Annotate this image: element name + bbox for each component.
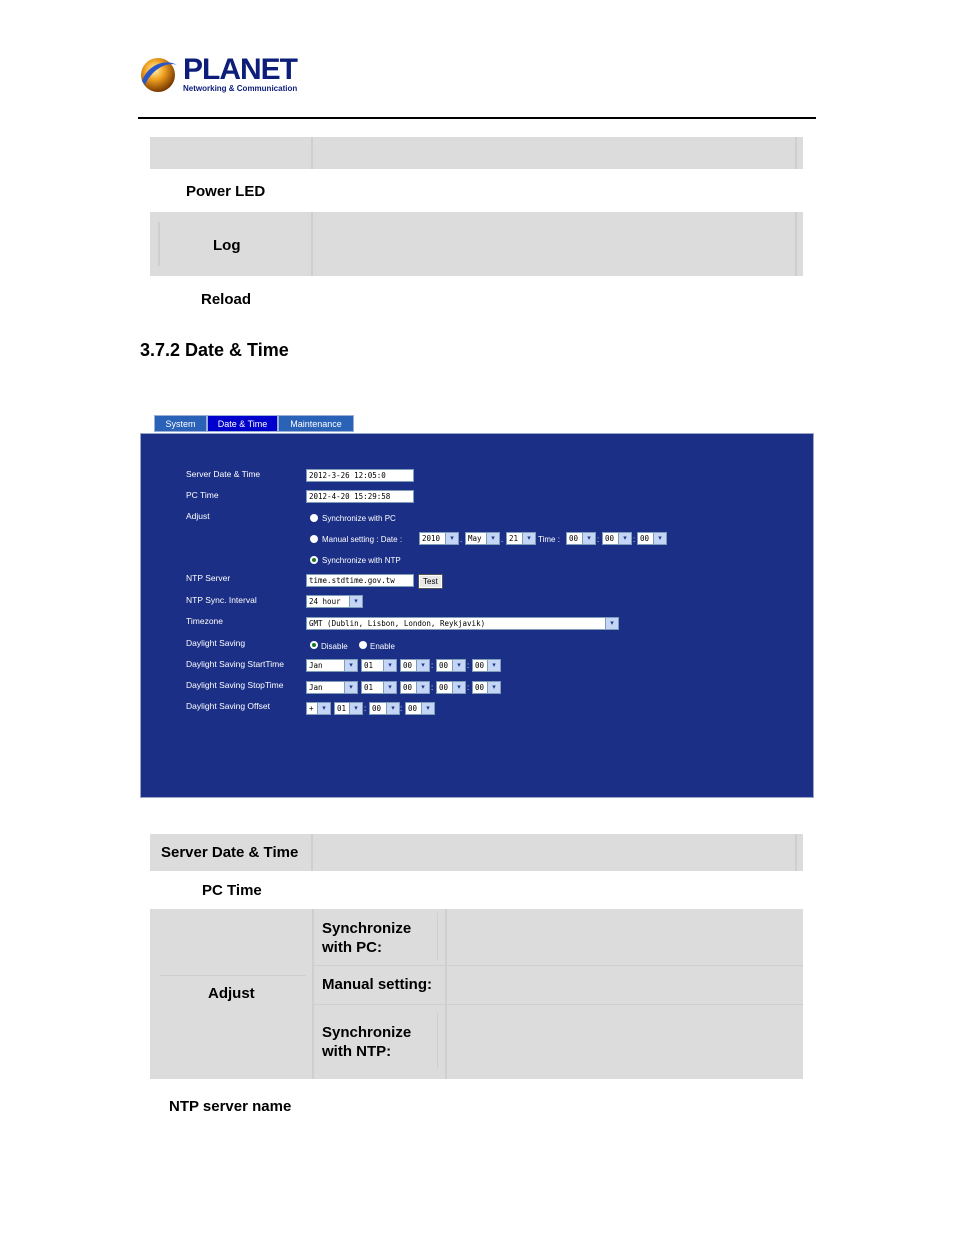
second-select[interactable] xyxy=(637,532,667,545)
sync-pc-radio[interactable] xyxy=(310,514,318,522)
chevron-down-icon: ▾ xyxy=(486,533,499,544)
time-separator: : xyxy=(633,535,636,544)
cell-divider xyxy=(795,212,797,276)
cell-divider xyxy=(437,913,438,961)
ds-stop-second-select[interactable] xyxy=(472,681,501,694)
cell-divider xyxy=(158,222,160,266)
manual-setting-radio[interactable] xyxy=(310,535,318,543)
power-led-label: Power LED xyxy=(186,183,266,200)
ntp-server-input[interactable]: time.stdtime.gov.tw xyxy=(306,574,414,587)
cell-divider xyxy=(795,137,797,169)
log-label: Log xyxy=(213,237,241,254)
section-heading: 3.7.2 Date & Time xyxy=(140,340,289,360)
ds-offset-minute-select[interactable] xyxy=(369,702,403,715)
chevron-down-icon: ▾ xyxy=(487,660,500,671)
pc-time-term: PC Time xyxy=(202,882,262,899)
ds-stop-month-value: Jan xyxy=(309,683,323,692)
manual-setting-text: Manual setting : Date : xyxy=(322,535,403,544)
chevron-down-icon: ▾ xyxy=(416,660,429,671)
ds-start-day-select[interactable] xyxy=(361,659,397,672)
cell-divider xyxy=(445,909,447,1079)
ds-stop-minute-select[interactable] xyxy=(436,681,466,694)
ds-offset-second-value: 00 xyxy=(408,704,418,713)
ntp-server-name-term: NTP server name xyxy=(169,1098,292,1115)
ntp-interval-label: NTP Sync. Interval xyxy=(186,595,257,605)
server-date-time-term: Server Date & Time xyxy=(161,844,299,861)
test-button[interactable]: Test xyxy=(419,575,442,588)
timezone-label: Timezone xyxy=(186,616,224,626)
ds-start-day-value: 01 xyxy=(364,661,374,670)
ds-stop-second-value: 00 xyxy=(475,683,485,692)
timezone-value: GMT (Dublin, Lisbon, London, Reykjavik) xyxy=(309,619,486,628)
cell-divider xyxy=(311,212,313,276)
sync-ntp-radio[interactable] xyxy=(310,556,318,564)
minute-value: 00 xyxy=(605,534,615,543)
ds-stop-label: Daylight Saving StopTime xyxy=(186,680,284,690)
daylight-enable-radio[interactable] xyxy=(359,641,367,649)
cell-divider xyxy=(312,909,314,1079)
year-value: 2010 xyxy=(422,534,441,543)
sync-ntp-text: Synchronize with NTP xyxy=(322,556,401,565)
cell-divider xyxy=(311,137,313,169)
ds-stop-month-select[interactable] xyxy=(306,681,358,694)
time-label: Time : xyxy=(538,535,560,544)
reload-label: Reload xyxy=(201,291,252,308)
chevron-down-icon: ▾ xyxy=(349,703,362,714)
ds-start-minute-value: 00 xyxy=(439,661,449,670)
brand-tagline: Networking & Communication xyxy=(183,84,298,93)
chevron-down-icon: ▾ xyxy=(653,533,666,544)
chevron-down-icon: ▾ xyxy=(383,682,396,693)
chevron-down-icon: ▾ xyxy=(344,682,357,693)
date-separator: . xyxy=(460,535,463,544)
chevron-down-icon: ▾ xyxy=(344,660,357,671)
ds-stop-day-value: 01 xyxy=(364,683,374,692)
ds-offset-sign-select[interactable] xyxy=(306,702,331,715)
sync-pc-term: Synchronize with PC: xyxy=(322,920,412,956)
adjust-label: Adjust xyxy=(186,511,210,521)
brand-name: PLANET xyxy=(183,53,297,86)
pc-time-label: PC Time xyxy=(186,490,219,500)
time-separator: : xyxy=(400,704,403,713)
time-separator: : xyxy=(467,661,470,670)
ds-offset-second-select[interactable] xyxy=(405,702,435,715)
ds-start-second-value: 00 xyxy=(475,661,485,670)
month-value: May xyxy=(468,534,482,543)
ds-offset-minute-value: 00 xyxy=(372,704,382,713)
daylight-disable-text: Disable xyxy=(321,642,348,651)
timezone-select[interactable] xyxy=(306,617,619,630)
pc-time-field[interactable]: 2012-4-20 15:29:58 xyxy=(306,490,414,503)
cell-divider xyxy=(314,965,803,966)
month-select[interactable] xyxy=(465,532,500,545)
server-date-time-field[interactable]: 2012-3-26 12:05:0 xyxy=(306,469,414,482)
globe-icon xyxy=(139,55,179,95)
second-value: 00 xyxy=(640,534,650,543)
cell-divider xyxy=(795,834,797,871)
ds-start-month-select[interactable] xyxy=(306,659,358,672)
daylight-enable-text: Enable xyxy=(370,642,395,651)
ds-stop-hour-value: 00 xyxy=(403,683,413,692)
chevron-down-icon: ▾ xyxy=(416,682,429,693)
daylight-disable-radio[interactable] xyxy=(310,641,318,649)
sync-pc-text: Synchronize with PC xyxy=(322,514,396,523)
chevron-down-icon: ▾ xyxy=(421,703,434,714)
chevron-down-icon: ▾ xyxy=(452,660,465,671)
ds-offset-hour-value: 01 xyxy=(337,704,347,713)
ds-stop-hour-select[interactable] xyxy=(400,681,430,694)
ds-start-minute-select[interactable] xyxy=(436,659,466,672)
chevron-down-icon: ▾ xyxy=(522,533,535,544)
time-separator: : xyxy=(467,683,470,692)
day-value: 21 xyxy=(509,534,519,543)
tab-maintenance[interactable]: Maintenance xyxy=(278,415,354,432)
chevron-down-icon: ▾ xyxy=(605,618,618,629)
hour-select[interactable] xyxy=(566,532,596,545)
time-separator: : xyxy=(431,683,434,692)
cell-divider xyxy=(437,1013,438,1069)
year-select[interactable] xyxy=(419,532,459,545)
tab-system[interactable]: System xyxy=(154,415,207,432)
daylight-saving-label: Daylight Saving xyxy=(186,638,246,648)
cell-divider xyxy=(311,834,313,871)
chevron-down-icon: ▾ xyxy=(452,682,465,693)
day-select[interactable] xyxy=(506,532,536,545)
manual-setting-term: Manual setting: xyxy=(322,976,433,993)
time-separator: : xyxy=(597,535,600,544)
ds-offset-label: Daylight Saving Offset xyxy=(186,701,270,711)
chevron-down-icon: ▾ xyxy=(349,596,362,607)
chevron-down-icon: ▾ xyxy=(383,660,396,671)
ds-start-hour-value: 00 xyxy=(403,661,413,670)
time-separator: : xyxy=(364,704,367,713)
sync-ntp-term: Synchronize with NTP: xyxy=(322,1024,412,1060)
adjust-term: Adjust xyxy=(208,985,255,1002)
chevron-down-icon: ▾ xyxy=(618,533,631,544)
chevron-down-icon: ▾ xyxy=(445,533,458,544)
ntp-server-label: NTP Server xyxy=(186,573,231,583)
ds-offset-sign-value: + xyxy=(309,704,314,713)
ds-stop-minute-value: 00 xyxy=(439,683,449,692)
server-date-time-label: Server Date & Time xyxy=(186,469,261,479)
minute-select[interactable] xyxy=(602,532,632,545)
chevron-down-icon: ▾ xyxy=(487,682,500,693)
time-separator: : xyxy=(431,661,434,670)
date-time-panel xyxy=(140,433,814,798)
table-row-log xyxy=(150,212,803,276)
header-rule xyxy=(138,117,816,119)
ntp-interval-value: 24 hour xyxy=(309,597,341,606)
cell-divider xyxy=(160,975,306,976)
ds-stop-day-select[interactable] xyxy=(361,681,397,694)
chevron-down-icon: ▾ xyxy=(317,703,330,714)
ds-start-hour-select[interactable] xyxy=(400,659,430,672)
ntp-interval-select[interactable] xyxy=(306,595,363,608)
ds-start-month-value: Jan xyxy=(309,661,323,670)
tab-date-time[interactable]: Date & Time xyxy=(207,415,278,432)
cell-divider xyxy=(314,1004,803,1005)
table-row-top xyxy=(150,137,803,169)
ds-start-label: Daylight Saving StartTime xyxy=(186,659,284,669)
chevron-down-icon: ▾ xyxy=(386,703,399,714)
ds-start-second-select[interactable] xyxy=(472,659,501,672)
ds-offset-hour-select[interactable] xyxy=(334,702,363,715)
hour-value: 00 xyxy=(569,534,579,543)
date-separator: . xyxy=(501,535,504,544)
chevron-down-icon: ▾ xyxy=(582,533,595,544)
